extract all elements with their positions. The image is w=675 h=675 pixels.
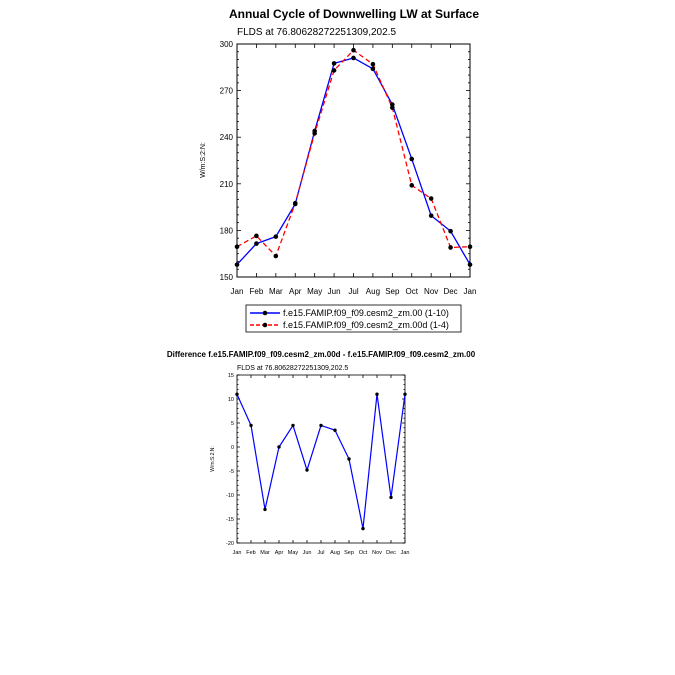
chart2-y-axis-label: W/m:S:2:N: bbox=[210, 446, 216, 472]
chart1-series bbox=[235, 48, 473, 267]
chart2-x-tick-label: Aug bbox=[330, 550, 340, 556]
chart2-plot-area bbox=[226, 373, 409, 556]
chart2-series-1-point bbox=[305, 468, 308, 471]
chart1-x-tick-label: May bbox=[307, 287, 323, 296]
chart2-y-tick-label: 15 bbox=[227, 373, 234, 379]
chart2-x-tick-labels bbox=[233, 550, 410, 556]
chart1-y-tick-label: 180 bbox=[219, 226, 233, 236]
chart1-x-tick-labels bbox=[231, 287, 477, 296]
chart2-series-1-line bbox=[237, 394, 405, 528]
chart2-y-tick-label: -10 bbox=[226, 493, 234, 499]
chart2-series-1-point bbox=[319, 424, 322, 427]
chart1-x-tick-label: Mar bbox=[268, 287, 283, 296]
chart1-y-axis-label: W/m:S:2:N: bbox=[200, 142, 207, 178]
chart2-y-tick-label: -15 bbox=[226, 517, 234, 523]
chart2-title: Difference f.e15.FAMIP.f09_f09.cesm2_zm.00d - f.e15.FAMIP.f09_f09.cesm2_zm.00 bbox=[166, 350, 476, 359]
chart1-series-2-point bbox=[312, 131, 317, 136]
chart1-series-2-point bbox=[429, 196, 434, 201]
chart2-series-1-point bbox=[291, 424, 294, 427]
chart1-x-tick-label: Jun bbox=[327, 287, 341, 296]
chart2-x-tick-label: Nov bbox=[372, 550, 382, 556]
chart2-y-tick-label: 0 bbox=[230, 445, 234, 451]
chart2-series-1-point bbox=[389, 496, 392, 499]
chart2-x-tick-label: Jan bbox=[232, 550, 242, 556]
chart2-y-tick-label: 5 bbox=[230, 421, 234, 427]
chart2-x-tick-label: Jul bbox=[317, 550, 325, 556]
chart1-y-tick-label: 240 bbox=[219, 133, 233, 143]
legend-label-series-2: f.e15.FAMIP.f09_f09.cesm2_zm.00d (1-4) bbox=[283, 320, 449, 330]
chart1-series-2-point bbox=[332, 68, 337, 73]
chart2-ticks bbox=[237, 375, 405, 543]
chart1-x-tick-label: Jul bbox=[348, 287, 359, 296]
chart1-series-1-point bbox=[254, 241, 259, 246]
chart1-series-2-point bbox=[468, 244, 473, 249]
chart2-series-1-point bbox=[375, 393, 378, 396]
chart1-ticks bbox=[237, 44, 470, 277]
chart2-x-tick-label: Oct bbox=[358, 550, 368, 556]
chart1-series-2-point bbox=[448, 245, 453, 250]
chart1-title: Annual Cycle of Downwelling LW at Surface bbox=[228, 7, 480, 21]
chart1-x-tick-label: Sep bbox=[385, 287, 400, 296]
chart1-series-1-point bbox=[274, 234, 279, 239]
chart2-x-tick-label: Mar bbox=[260, 550, 270, 556]
chart2-y-tick-labels bbox=[226, 373, 234, 547]
chart1-subtitle: FLDS at 76.80628272251309,202.5 bbox=[237, 27, 397, 38]
chart1-series-1-point bbox=[332, 61, 337, 66]
chart2-series-1-point bbox=[403, 393, 406, 396]
chart2-x-tick-label: Dec bbox=[386, 550, 396, 556]
chart2-y-tick-label: -20 bbox=[226, 541, 234, 547]
chart2-series bbox=[235, 393, 406, 531]
chart1-y-tick-label: 150 bbox=[219, 273, 233, 282]
chart1-series-2-point bbox=[390, 105, 395, 110]
chart2-subtitle: FLDS at 76.80628272251309,202.5 bbox=[237, 365, 349, 372]
chart1-series-2-point bbox=[254, 234, 259, 239]
chart1-y-tick-labels bbox=[220, 40, 234, 282]
chart2-x-tick-label: Sep bbox=[344, 550, 354, 556]
chart1-series-1-point bbox=[351, 56, 356, 61]
chart1-y-tick-label: 210 bbox=[219, 179, 233, 189]
chart1-x-tick-label: Dec bbox=[443, 287, 458, 296]
chart1-series-2-point bbox=[274, 254, 279, 259]
chart1-series-1-point bbox=[448, 229, 453, 234]
chart1-x-tick-label: Jan bbox=[230, 287, 244, 296]
chart2-x-tick-label: Jan bbox=[400, 550, 410, 556]
chart2-series-1-point bbox=[249, 424, 252, 427]
legend-marker-series-2 bbox=[263, 323, 268, 328]
chart2-series-1-point bbox=[361, 527, 364, 530]
chart1-series-1-point bbox=[468, 262, 473, 267]
chart1-series-1-point bbox=[429, 213, 434, 218]
chart1-series-2-line bbox=[237, 50, 470, 256]
chart1-frame bbox=[237, 44, 470, 277]
chart1-x-tick-label: Aug bbox=[365, 287, 381, 296]
chart1-y-tick-label: 300 bbox=[219, 40, 233, 49]
chart1-plot-area bbox=[220, 40, 477, 296]
chart1-series-1-point bbox=[371, 67, 376, 72]
chart1-series-2-point bbox=[293, 201, 298, 206]
chart1-series-2-point bbox=[351, 48, 356, 53]
chart2-x-tick-label: Jun bbox=[302, 550, 312, 556]
chart2-series-1-point bbox=[347, 457, 350, 460]
chart2-y-tick-label: -5 bbox=[229, 469, 234, 475]
chart1-series-1-line bbox=[237, 58, 470, 265]
chart2-series-1-point bbox=[277, 445, 280, 448]
chart1-series-2-point bbox=[371, 62, 376, 67]
chart2-x-tick-label: Apr bbox=[274, 550, 284, 556]
legend-marker-series-1 bbox=[263, 311, 268, 316]
chart1-legend bbox=[246, 305, 461, 332]
chart1-x-tick-label: Oct bbox=[405, 287, 418, 296]
chart2-frame bbox=[237, 375, 405, 543]
chart1-x-tick-label: Nov bbox=[424, 287, 439, 296]
chart2-x-tick-label: May bbox=[287, 550, 299, 556]
legend-label-series-1: f.e15.FAMIP.f09_f09.cesm2_zm.00 (1-10) bbox=[283, 308, 449, 318]
chart1-x-tick-label: Jan bbox=[463, 287, 477, 296]
chart1-series-2-point bbox=[235, 244, 240, 249]
chart1-series-1-point bbox=[409, 157, 414, 162]
chart2-series-1-point bbox=[235, 393, 238, 396]
chart1-series-2-point bbox=[409, 183, 414, 188]
chart1-x-tick-label: Apr bbox=[289, 287, 302, 296]
chart1-series-1-point bbox=[235, 262, 240, 267]
chart2-y-tick-label: 10 bbox=[227, 397, 234, 403]
chart2-x-tick-label: Feb bbox=[246, 550, 256, 556]
chart1-x-tick-label: Feb bbox=[249, 287, 264, 296]
chart2-series-1-point bbox=[333, 429, 336, 432]
chart2-series-1-point bbox=[263, 508, 266, 511]
chart1-y-tick-label: 270 bbox=[219, 86, 233, 96]
